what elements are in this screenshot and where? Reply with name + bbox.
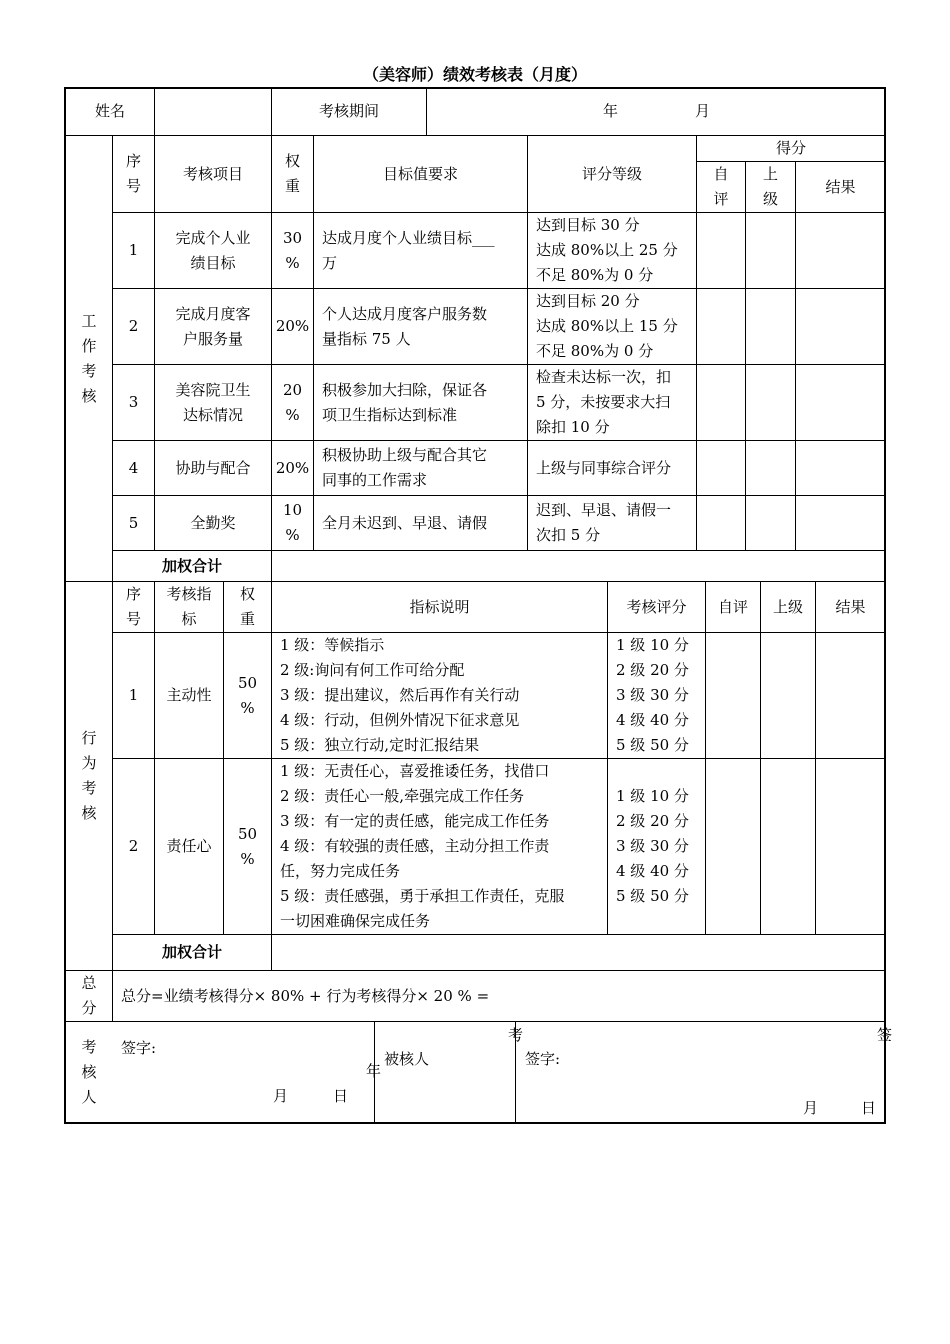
work-col-seq: 序 号 xyxy=(125,152,141,195)
period-month-label: 月 xyxy=(695,102,711,120)
evaluator-year-label: 年 xyxy=(366,1062,382,1080)
work-row-4-weight: 20% xyxy=(275,458,310,477)
work-row-3-target: 积极参加大扫除，保证各 项卫生指标达到标准 xyxy=(322,380,488,424)
total-label xyxy=(66,971,112,1021)
grid-line xyxy=(65,1021,885,1022)
behavior-row-1-seq: 1 xyxy=(128,686,139,704)
behavior-col-seq: 序 号 xyxy=(125,585,141,628)
work-col-score: 得分 xyxy=(775,139,806,157)
work-row-5-seq: 5 xyxy=(128,513,139,532)
period-year-label: 年 xyxy=(603,102,619,120)
work-col-weight: 权 重 xyxy=(284,152,300,195)
work-row-1-target: 达成月度个人业绩目标___ 万 xyxy=(322,228,495,272)
behavior-section-label-text: 行为考核 xyxy=(81,729,97,822)
reviewee-kao-char: 考 xyxy=(508,1026,524,1044)
behavior-col-superior: 上级 xyxy=(772,597,803,616)
behavior-col-self: 自评 xyxy=(717,597,748,616)
behavior-col-rating: 考核评分 xyxy=(626,597,687,616)
work-row-1-seq: 1 xyxy=(128,241,139,259)
evaluator-signature-field[interactable] xyxy=(180,1036,360,1061)
reviewee-signature-field[interactable] xyxy=(585,1047,865,1072)
work-col-item: 考核项目 xyxy=(182,164,243,183)
work-row-3-item: 美容院卫生 达标情况 xyxy=(175,380,251,424)
reviewee-label: 被核人 xyxy=(384,1050,430,1068)
behavior-col-desc: 指标说明 xyxy=(409,597,470,616)
work-row-5-weight: 10 % xyxy=(282,501,303,544)
work-row-1-grading: 达到目标 30 分 达成 80%以上 25 分 不足 80%为 0 分 xyxy=(536,216,678,284)
reviewee-month-label: 月 xyxy=(803,1099,819,1117)
evaluator-month-label: 月 xyxy=(273,1087,289,1105)
work-row-4-item: 协助与配合 xyxy=(175,458,251,477)
work-row-5-target: 全月未迟到、早退、请假 xyxy=(322,513,488,532)
behavior-row-2-desc: 1 级：无责任心，喜爱推诿任务，找借口 2 级：责任心一般,牵强完成工作任务 3 级：有一定的责任感，能完成工作任务 4 级：有较强的责任感，主动分担工作责 任，努力完成任务 5 级：责任感强，勇于承担工作责任，克服 一切困难确保完成任务 xyxy=(280,762,565,930)
evaluator-day-label: 日 xyxy=(333,1087,349,1105)
work-row-4-grading: 上级与同事综合评分 xyxy=(536,458,672,477)
total-formula: 总分=业绩考核得分× 80% + 行为考核得分× 20 % = xyxy=(121,986,490,1005)
work-section-label xyxy=(66,136,112,581)
signoff-label-text: 考核人 xyxy=(81,1037,97,1106)
grid-line xyxy=(795,161,796,550)
work-col-superior: 上 级 xyxy=(762,165,778,208)
behavior-subtotal-field[interactable] xyxy=(272,935,885,970)
work-row-2-item: 完成月度客 户服务量 xyxy=(175,304,251,348)
period-label: 考核期间 xyxy=(318,102,379,120)
work-row-2-weight: 20% xyxy=(275,317,310,335)
work-row-5-item: 全勤奖 xyxy=(190,513,236,532)
work-row-1-weight: 30 % xyxy=(282,228,303,272)
work-row-3-seq: 3 xyxy=(128,393,139,411)
work-row-2-grading: 达到目标 20 分 达成 80%以上 15 分 不足 80%为 0 分 xyxy=(536,292,678,360)
behavior-row-2-seq: 2 xyxy=(128,837,139,855)
behavior-row-1-desc: 1 级：等候指示 2 级:询问有何工作可给分配 3 级：提出建议，然后再作有关行动 4 级：行动，但例外情况下征求意见 5 级：独立行动,定时汇报结果 xyxy=(280,636,520,754)
work-col-grading: 评分等级 xyxy=(581,164,642,183)
behavior-row-1-weight: 50 % xyxy=(237,673,258,717)
grid-line xyxy=(426,88,427,135)
behavior-col-indicator: 考核指 标 xyxy=(166,585,212,628)
evaluator-sign-label: 签字: xyxy=(121,1039,157,1057)
behavior-col-weight: 权 重 xyxy=(239,585,255,628)
work-col-self: 自 评 xyxy=(713,165,729,208)
reviewee-sign-label: 签字: xyxy=(525,1050,561,1068)
work-row-4-target: 积极协助上级与配合其它 同事的工作需求 xyxy=(322,446,488,489)
work-subtotal-label: 加权合计 xyxy=(161,556,222,575)
total-label-text: 总分 xyxy=(81,974,97,1017)
work-row-5-grading: 迟到、早退、请假一 次扣 5 分 xyxy=(536,501,672,544)
work-row-3-weight: 20 % xyxy=(282,380,303,424)
work-col-target: 目标值要求 xyxy=(382,164,458,183)
work-section-label-text: 工作考核 xyxy=(81,311,97,405)
behavior-row-1-rating: 1 级 10 分 2 级 20 分 3 级 30 分 4 级 40 分 5 级 50 分 xyxy=(616,636,689,754)
reviewee-qian-char: 签 xyxy=(877,1026,893,1044)
work-row-1-item: 完成个人业 绩目标 xyxy=(175,228,251,272)
behavior-row-2-indicator: 责任心 xyxy=(166,837,212,855)
signoff-label xyxy=(66,1022,112,1122)
behavior-subtotal-label: 加权合计 xyxy=(161,943,222,961)
behavior-row-2-rating: 1 级 10 分 2 级 20 分 3 级 30 分 4 级 40 分 5 级 50 分 xyxy=(616,787,689,905)
behavior-row-1-indicator: 主动性 xyxy=(166,686,212,704)
work-col-result: 结果 xyxy=(825,177,856,196)
work-subtotal-field[interactable] xyxy=(272,551,885,581)
work-row-4-seq: 4 xyxy=(128,458,139,477)
work-row-2-seq: 2 xyxy=(128,317,139,335)
work-row-2-target: 个人达成月度客户服务数 量指标 75 人 xyxy=(322,304,488,348)
grid-line xyxy=(745,161,746,550)
name-label: 姓名 xyxy=(94,102,125,120)
behavior-col-result: 结果 xyxy=(835,597,866,616)
reviewee-day-label: 日 xyxy=(861,1099,877,1117)
behavior-row-2-weight: 50 % xyxy=(237,824,258,868)
behavior-section-label xyxy=(66,582,112,970)
work-row-3-grading: 检查未达标一次，扣 5 分，未按要求大扫 除扣 10 分 xyxy=(536,368,672,436)
name-field[interactable] xyxy=(155,88,271,135)
document-title: （美容师）绩效考核表（月度） xyxy=(362,65,587,84)
